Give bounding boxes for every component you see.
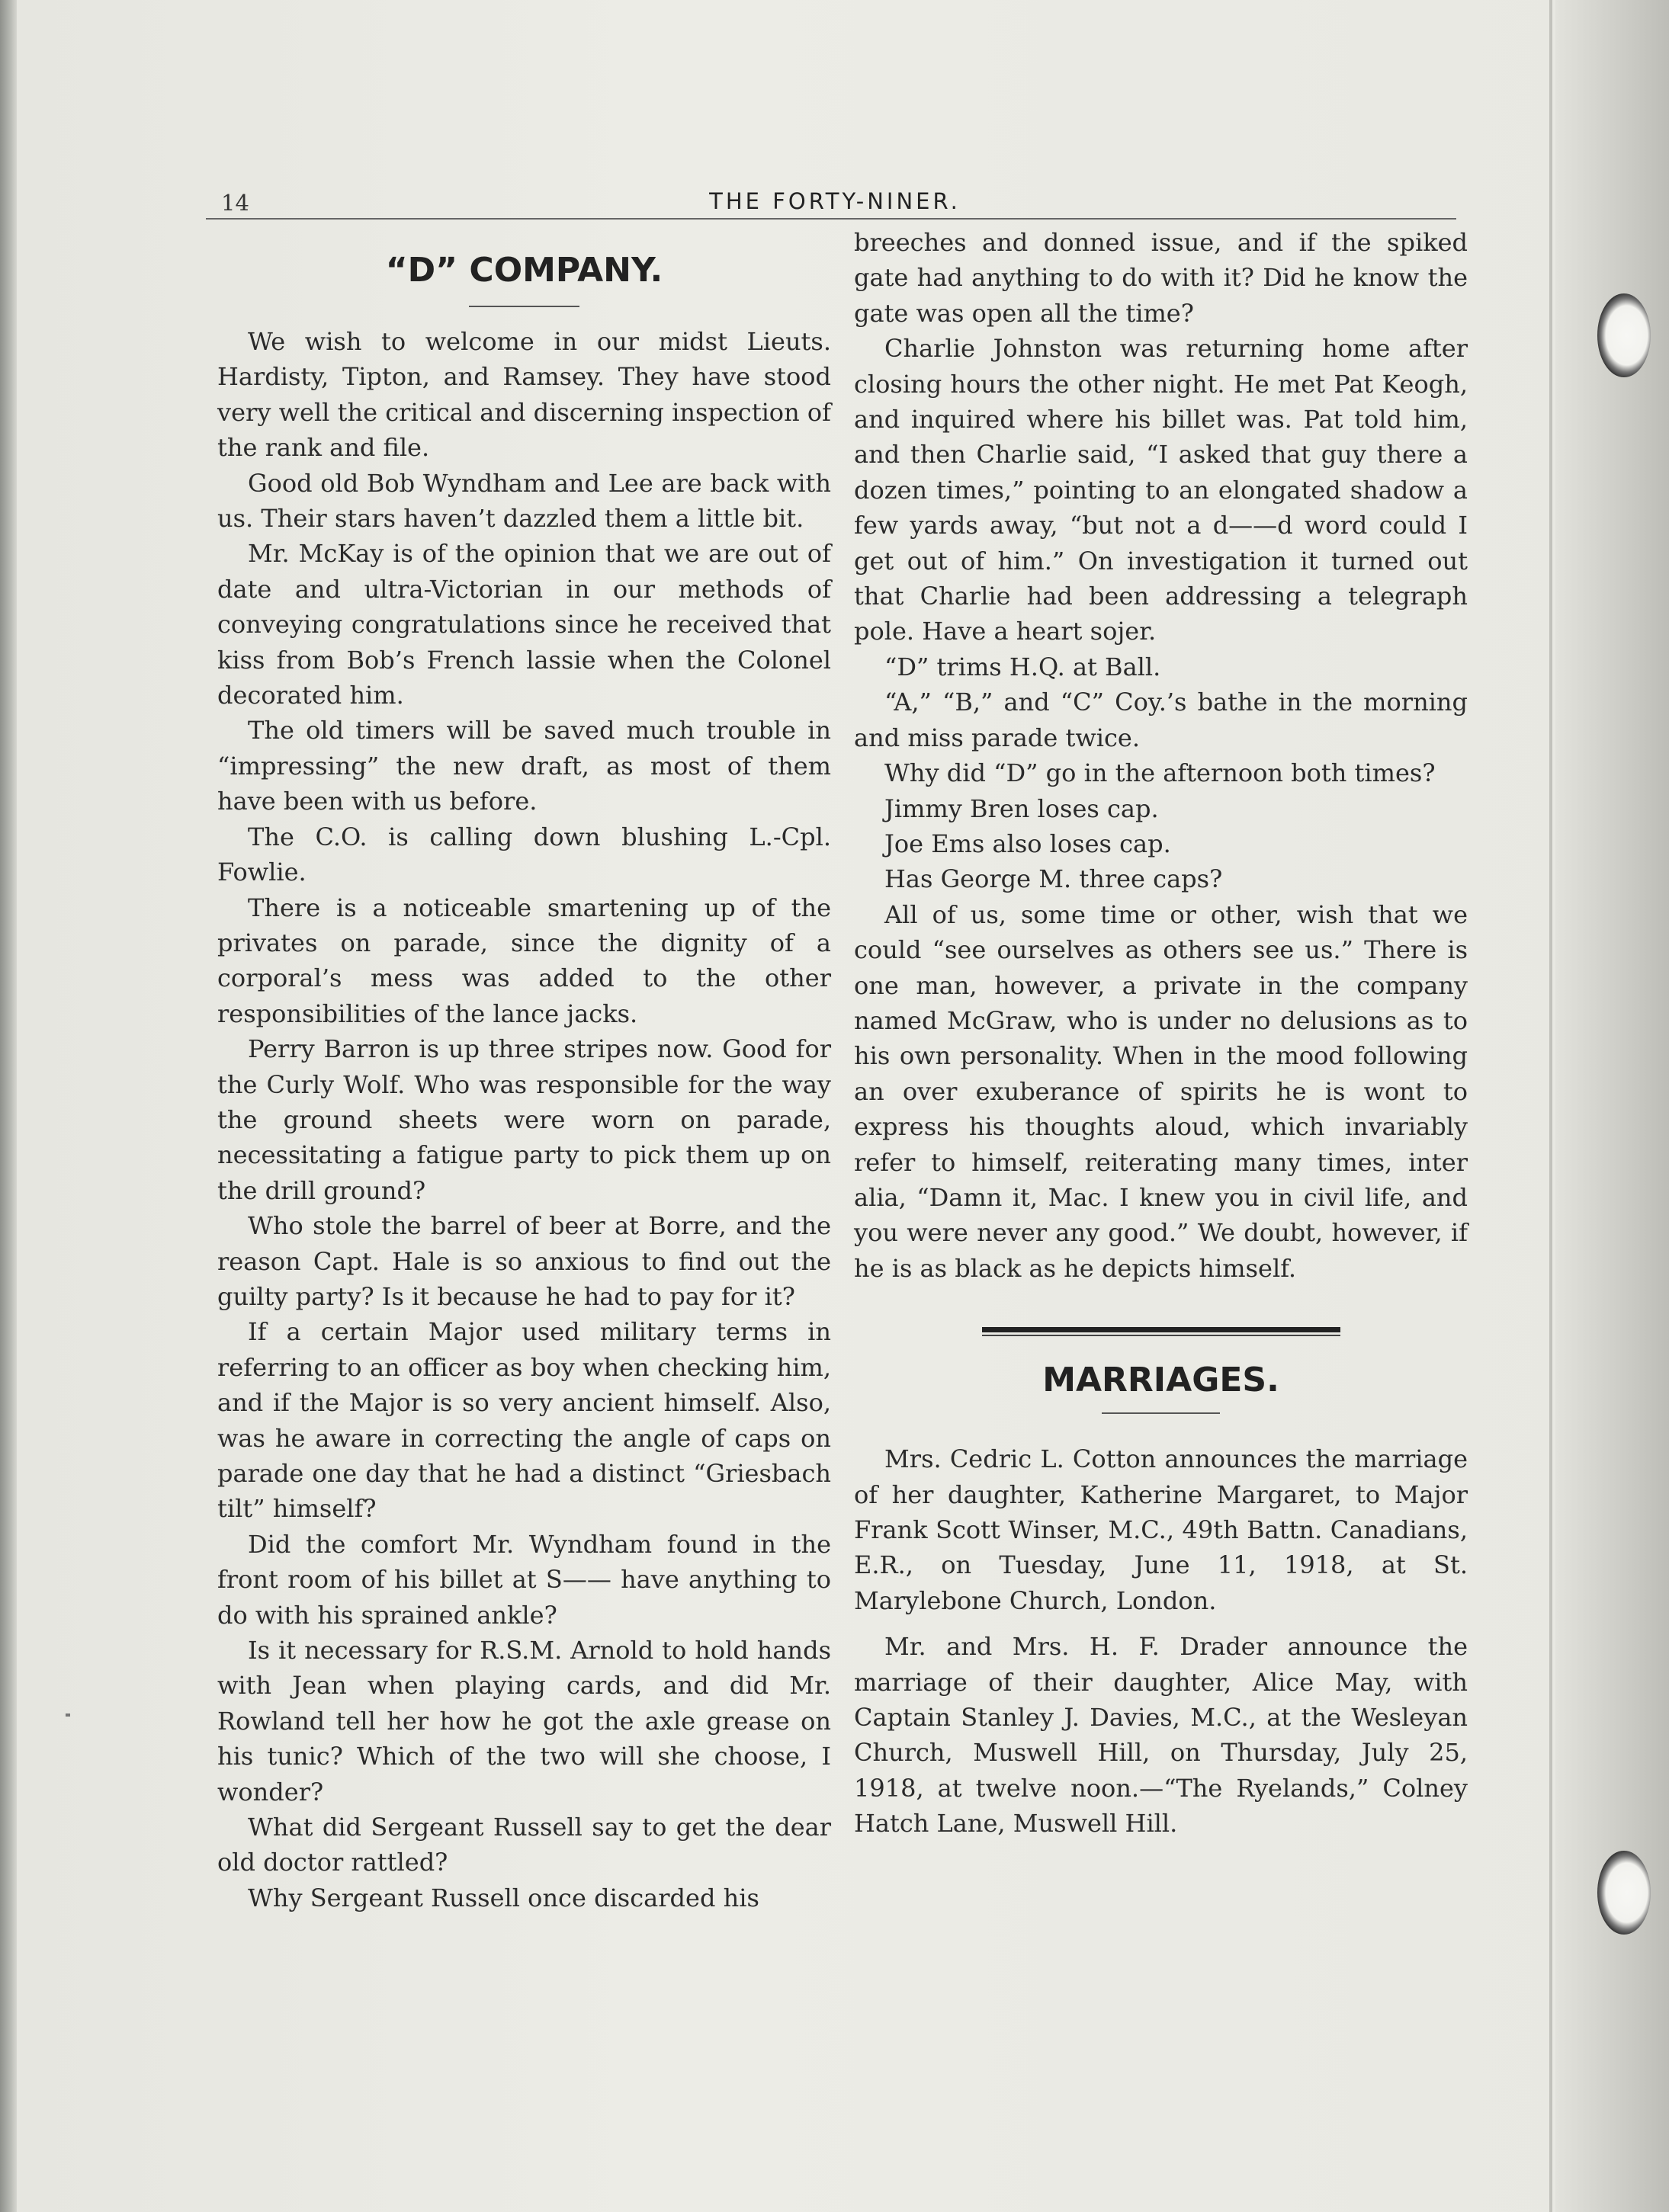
margin-mark xyxy=(66,1713,70,1717)
article-paragraph: Perry Barron is up three stripes now. Good for the Curly Wolf. Who was responsible for the way the ground sheets were worn on parade, necessitating a fatigue party to pick them up on the drill ground? xyxy=(217,1034,831,1205)
article-continuation: breeches and donned issue, and if the spiked gate had anything to do with it? Did he know the gate was open all the time? xyxy=(854,228,1468,328)
article-paragraph: Is it necessary for R.S.M. Arnold to hold hands with Jean when playing cards, and did Mr. Rowland tell her how he got the axle grease on his tunic? Which of the two will she choose, I wonder? xyxy=(217,1636,831,1806)
article-paragraph: Did the comfort Mr. Wyndham found in the front room of his billet at S—— have anything to do with his sprained ankle? xyxy=(217,1529,831,1630)
article-paragraph: Mr. McKay is of the opinion that we are out of date and ultra-Victorian in our methods of conveying congratulations since he received that kiss from Bob’s French lassie when the Colonel decorated him. xyxy=(217,539,831,710)
article-paragraph: “A,” “B,” and “C” Coy.’s bathe in the morning and miss parade twice. xyxy=(854,688,1468,752)
marriage-announcement: Mr. and Mrs. H. F. Drader announce the marriage of their daughter, Alice May, with Captain Stanley J. Davies, M.C., at the Wesleyan Church, Muswell Hill, on Thursday, July 25, 1918, at twelve noon.—“The Ryelands,” Colney Hatch Lane, Muswell Hill. xyxy=(854,1632,1468,1839)
d-company-heading: “D” COMPANY. xyxy=(385,251,663,290)
heading-divider xyxy=(1102,1412,1220,1414)
section-separator xyxy=(982,1327,1340,1336)
publication-title: THE FORTY-NINER. xyxy=(709,188,961,214)
article-paragraph: Joe Ems also loses cap. xyxy=(884,829,1171,858)
marriages-section xyxy=(854,1441,1468,1841)
article-paragraph: Charlie Johnston was returning home after closing hours the other night. He met Pat Keogh, and inquired where his billet was. Pat told him, and then Charlie said, “I asked that guy there a dozen times,” pointing to an elongated shadow a few yards away, “but not a d——d word could I get out of him.” On investigation it turned out that Charlie had been addressing a telegraph pole. Have a heart sojer. xyxy=(854,334,1468,646)
marriages-heading: MARRIAGES. xyxy=(1042,1361,1279,1400)
page-fold-line xyxy=(1549,0,1552,2212)
binding-hole-bottom xyxy=(1597,1851,1651,1935)
left-column xyxy=(217,225,831,1915)
article-paragraph: There is a noticeable smartening up of the privates on parade, since the dignity of a corporal’s mess was added to the other responsibilities of the lance jacks. xyxy=(217,893,831,1028)
page-left-edge xyxy=(0,0,17,2212)
page-header xyxy=(213,187,1456,217)
header-rule xyxy=(206,218,1456,220)
article-paragraph: “D” trims H.Q. at Ball. xyxy=(884,652,1161,681)
article-paragraph: What did Sergeant Russell say to get the dear old doctor rattled? xyxy=(217,1813,831,1877)
article-paragraph: All of us, some time or other, wish that we could “see ourselves as others see us.” There is one man, however, a private in the company named McGraw, who is under no delusions as to his own personality. When in the mood following an over exuberance of spirits he is wont to express his thoughts aloud, which invariably refer to himself, reiterating many times, inter alia, “Damn it, Mac. I knew you in civil life, and you were never any good.” We doubt, however, if he is as black as he depicts himself. xyxy=(854,899,1468,1283)
article-paragraph: Why did “D” go in the afternoon both times? xyxy=(884,758,1436,788)
binding-hole-top xyxy=(1597,293,1651,377)
marriage-announcement: Mrs. Cedric L. Cotton announces the marriage of her daughter, Katherine Margaret, to Major Frank Scott Winser, M.C., 49th Battn. Canadians, E.R., on Tuesday, June 11, 1918, at St. Marylebone Church, London. xyxy=(854,1444,1468,1615)
article-paragraph: We wish to welcome in our midst Lieuts. Hardisty, Tipton, and Ramsey. They have stood very well the critical and discerning inspection of the rank and file. xyxy=(217,327,831,463)
heading-divider xyxy=(469,306,579,307)
page-number: 14 xyxy=(221,190,249,216)
article-paragraph: Who stole the barrel of beer at Borre, and the reason Capt. Hale is so anxious to find out the guilty party? Is it because he had to pay for it? xyxy=(217,1211,831,1311)
article-paragraph: The C.O. is calling down blushing L.-Cpl. Fowlie. xyxy=(217,822,831,887)
article-paragraph: The old timers will be saved much trouble in “impressing” the new draft, as most of them have been with us before. xyxy=(217,716,831,816)
article-paragraph: If a certain Major used military terms in referring to an officer as boy when checking him, and if the Major is so very ancient himself. Also, was he aware in correcting the angle of caps on parade one day that he had a distinct “Griesbach tilt” himself? xyxy=(217,1317,831,1524)
article-paragraph: Has George M. three caps? xyxy=(884,864,1223,894)
article-paragraph: Jimmy Bren loses cap. xyxy=(884,793,1159,823)
article-paragraph: Good old Bob Wyndham and Lee are back with us. Their stars haven’t dazzled them a little bit. xyxy=(217,468,831,534)
article-paragraph: Why Sergeant Russell once discarded his xyxy=(248,1883,759,1912)
right-column xyxy=(854,225,1468,1852)
